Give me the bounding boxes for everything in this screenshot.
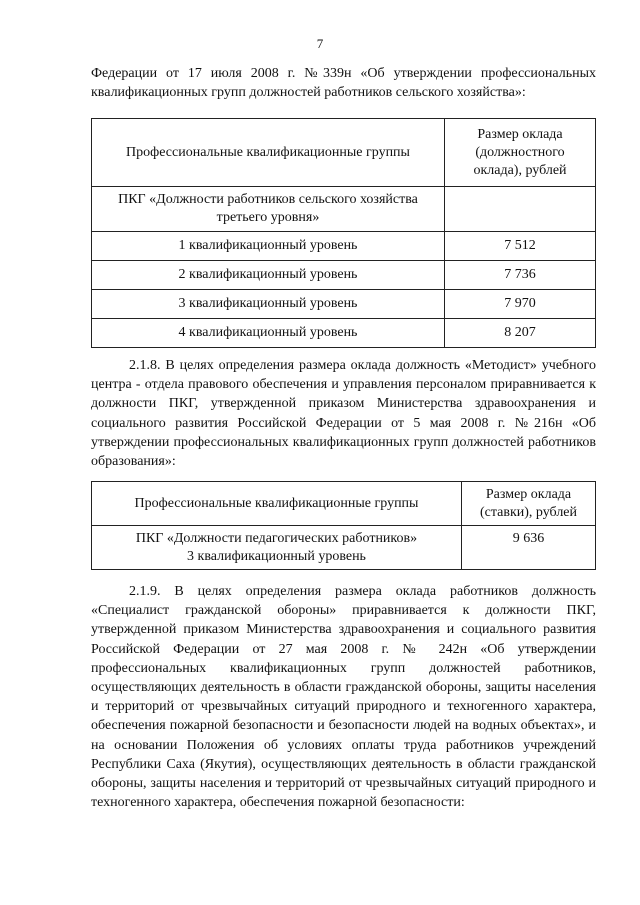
header-group-cell: Профессиональные квалификационные группы — [92, 482, 462, 526]
paragraph-2-1-9 — [91, 582, 596, 812]
salary-cell: 7 736 — [445, 261, 596, 290]
header-group-cell: Профессиональные квалификационные группы — [92, 119, 445, 187]
pkg-pedagogical-table — [91, 481, 596, 570]
paragraph-2-1-9-text: 2.1.9. В целях определения размера оклада работников должность «Специалист гражданской обороны» приравнивается к должности ПКГ, утвержденной приказом Министерства здравоохранения и социального развития Российской Федерации от 27 мая 2008 г. № 242н «Об утверждении профессиональных квалификационных групп должностей работников, осуществляющих деятельность в области гражданской обороны, защиты населения и территорий от чрезвычайных ситуаций природного и техногенного характера, обеспечения пожарной безопасности и безопасности людей на водных объектах», и на основании Положения об условиях оплаты труда работников учреждений Республики Саха (Якутия), осуществляющих деятельность в области гражданской обороны, защиты населения и территорий от чрезвычайных ситуаций природного и техногенного характера, обеспечения пожарной безопасности: — [91, 584, 596, 811]
salary-cell: 7 970 — [445, 290, 596, 319]
group-level-cell — [92, 526, 462, 570]
table-row — [92, 261, 596, 290]
level-name: 3 квалификационный уровень — [187, 548, 366, 564]
level-cell: 2 квалификационный уровень — [92, 261, 445, 290]
level-cell: 1 квалификационный уровень — [92, 232, 445, 261]
salary-cell: 7 512 — [445, 232, 596, 261]
paragraph-2-1-8-text: 2.1.8. В целях определения размера оклада должность «Методист» учебного центра - отдела правового обеспечения и управления персоналом приравнивается к должности ПКГ, утвержденной приказом Министерства здравоохранения и социального развития Российской Федерации от 5 мая 2008 г. №216н «Об утверждении профессиональных квалификационных групп должностей работников образования»: — [91, 358, 596, 470]
table-header-row — [92, 119, 596, 187]
intro-paragraph: Федерации от 17 июля 2008 г. №339н «Об утверждении профессиональных квалификационных групп должностей работников сельского хозяйства»: — [91, 66, 596, 101]
table-row — [92, 319, 596, 348]
table-row — [92, 526, 596, 570]
table-row — [92, 290, 596, 319]
level-cell: 3 квалификационный уровень — [92, 290, 445, 319]
table-row — [92, 232, 596, 261]
salary-cell: 8 207 — [445, 319, 596, 348]
group-name-cell: ПКГ «Должности работников сельского хозяйства третьего уровня» — [92, 187, 445, 232]
header-salary-cell: Размер оклада (должностного оклада), рублей — [445, 119, 596, 187]
page-number: 7 — [316, 36, 324, 51]
paragraph-2-1-8 — [91, 356, 596, 471]
group-value-cell — [445, 187, 596, 232]
level-cell: 4 квалификационный уровень — [92, 319, 445, 348]
table-header-row — [92, 482, 596, 526]
group-row — [92, 187, 596, 232]
salary-cell: 9 636 — [462, 526, 596, 570]
header-salary-cell: Размер оклада (ставки), рублей — [462, 482, 596, 526]
group-name: ПКГ «Должности педагогических работников» — [135, 530, 418, 546]
pkg-agriculture-table — [91, 118, 596, 348]
